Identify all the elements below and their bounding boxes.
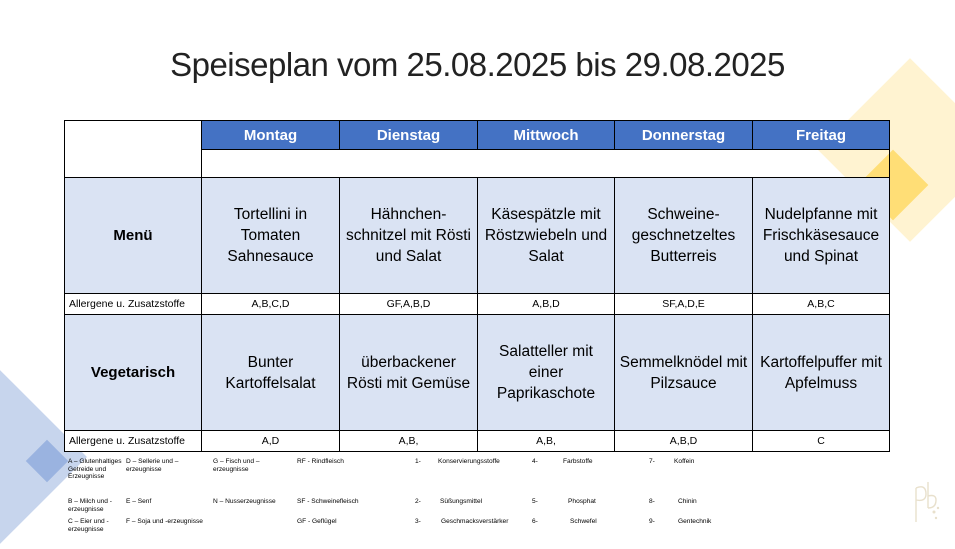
menu-dish-tuesday: Hähnchen-schnitzel mit Rösti und Salat [340, 178, 478, 294]
additive-number: 5- [532, 498, 538, 505]
legend-item: C – Eier und -erzeugnisse [68, 518, 109, 533]
brand-logo-icon [912, 478, 942, 526]
additive-number: 4- [532, 458, 538, 465]
additive-number: 7- [649, 458, 655, 465]
row-label-vegetarian: Vegetarisch [65, 315, 202, 431]
veg-allergens-friday: C [753, 431, 890, 452]
legend-item: E – Senf [126, 498, 152, 505]
menu-allergens-wednesday: A,B,D [478, 294, 615, 315]
additive-number: 3- [415, 518, 421, 525]
legend-item: RF - Rindfleisch [297, 458, 344, 465]
row-label-veg-allergens: Allergene u. Zusatzstoffe [65, 431, 202, 452]
page-title: Speiseplan vom 25.08.2025 bis 29.08.2025 [170, 46, 785, 83]
veg-allergens-tuesday: A,B, [340, 431, 478, 452]
additive-name: Chinin [678, 498, 697, 505]
additive-number: 9- [649, 518, 655, 525]
menu-dish-monday: Tortellini in Tomaten Sahnesauce [202, 178, 340, 294]
menu-allergens-monday: A,B,C,D [202, 294, 340, 315]
additive-number: 8- [649, 498, 655, 505]
blank-row [202, 150, 890, 178]
row-label-menu-allergens: Allergene u. Zusatzstoffe [65, 294, 202, 315]
additive-name: Farbstoffe [563, 458, 593, 465]
day-header-monday: Montag [202, 121, 340, 150]
menu-dish-friday: Nudelpfanne mit Frischkäsesauce und Spinat [753, 178, 890, 294]
veg-dish-monday: Bunter Kartoffelsalat [202, 315, 340, 431]
veg-allergens-wednesday: A,B, [478, 431, 615, 452]
menu-plan-table [64, 120, 890, 452]
corner-cell [65, 121, 202, 178]
legend-item: A – Glutenhaltiges Getreide und Erzeugnisse [68, 458, 122, 481]
menu-allergens-thursday: SF,A,D,E [615, 294, 753, 315]
veg-allergens-monday: A,D [202, 431, 340, 452]
additive-name: Konservierungsstoffe [438, 458, 500, 465]
menu-allergens-friday: A,B,C [753, 294, 890, 315]
row-label-menu: Menü [65, 178, 202, 294]
additive-name: Koffein [674, 458, 695, 465]
additive-name: Geschmacksverstärker [441, 518, 509, 525]
additive-name: Süßungsmittel [440, 498, 483, 505]
day-header-friday: Freitag [753, 121, 890, 150]
legend-item: SF - Schweinefleisch [297, 498, 359, 505]
additive-name: Schwefel [570, 518, 597, 525]
legend-item: D – Sellerie und –erzeugnisse [126, 458, 179, 473]
legend-item: F – Soja und -erzeugnisse [126, 518, 203, 525]
additive-name: Phosphat [568, 498, 596, 505]
legend-item: GF - Geflügel [297, 518, 337, 525]
legend-item: G – Fisch und –erzeugnisse [213, 458, 260, 473]
veg-dish-tuesday: überbackener Rösti mit Gemüse [340, 315, 478, 431]
menu-allergens-tuesday: GF,A,B,D [340, 294, 478, 315]
veg-allergens-thursday: A,B,D [615, 431, 753, 452]
legend-item: B – Milch und -erzeugnisse [68, 498, 112, 513]
day-header-tuesday: Dienstag [340, 121, 478, 150]
veg-dish-thursday: Semmelknödel mit Pilzsauce [615, 315, 753, 431]
day-header-wednesday: Mittwoch [478, 121, 615, 150]
veg-dish-friday: Kartoffelpuffer mit Apfelmuss [753, 315, 890, 431]
additive-number: 2- [415, 498, 421, 505]
additive-name: Gentechnik [678, 518, 712, 525]
legend-item: N – Nusserzeugnisse [213, 498, 276, 505]
menu-dish-thursday: Schweine-geschnetzeltes Butterreis [615, 178, 753, 294]
additive-number: 6- [532, 518, 538, 525]
veg-dish-wednesday: Salatteller mit einer Paprikaschote [478, 315, 615, 431]
day-header-thursday: Donnerstag [615, 121, 753, 150]
additive-number: 1- [415, 458, 421, 465]
menu-dish-wednesday: Käsespätzle mit Röstzwiebeln und Salat [478, 178, 615, 294]
